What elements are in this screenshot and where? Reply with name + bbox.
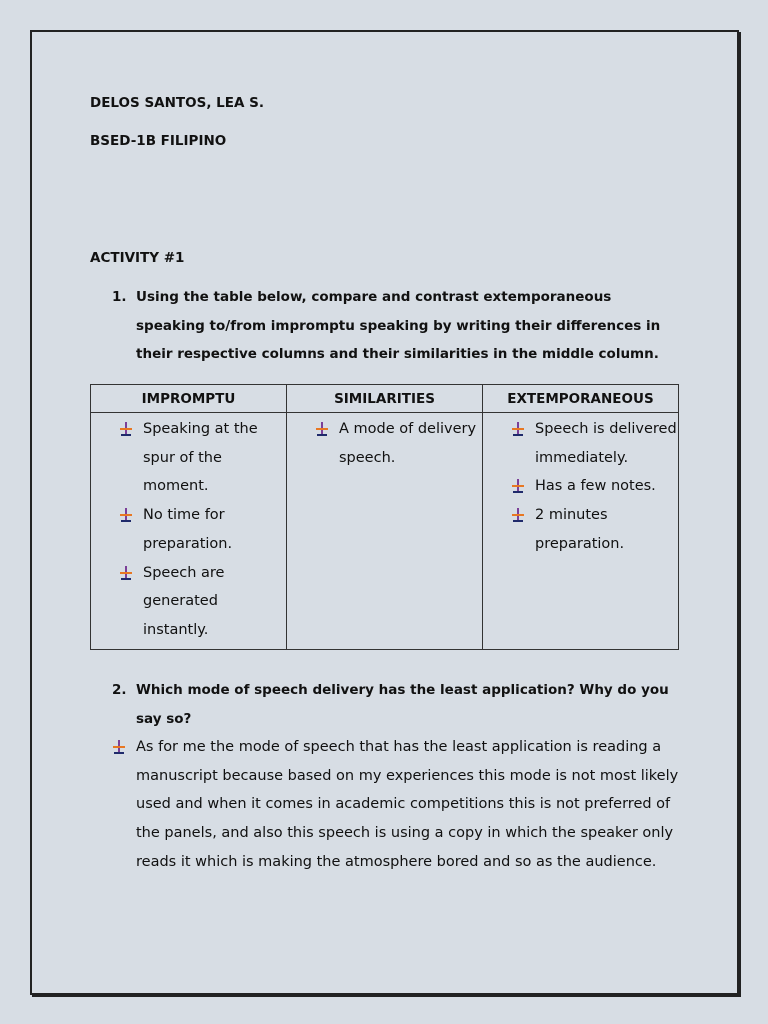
pin-cross-icon bbox=[119, 508, 133, 522]
list-item bbox=[339, 415, 482, 472]
list-item bbox=[143, 559, 286, 645]
list-item bbox=[143, 501, 286, 558]
answer-2 bbox=[112, 733, 682, 877]
list-item-text: Speech is delivered immediately. bbox=[535, 421, 677, 466]
list-item bbox=[535, 472, 678, 501]
question-text: Which mode of speech delivery has the least application? Why do you say so? bbox=[136, 682, 669, 727]
header-similarities: SIMILARITIES bbox=[287, 385, 483, 413]
comparison-table bbox=[90, 384, 679, 650]
list-item-text: Speaking at the spur of the moment. bbox=[143, 421, 258, 495]
course-label: BSED-1B FILIPINO bbox=[90, 133, 227, 149]
list-item-text: 2 minutes preparation. bbox=[535, 507, 625, 552]
pin-cross-icon bbox=[112, 740, 126, 754]
question-1 bbox=[112, 283, 682, 369]
activity-title: ACTIVITY #1 bbox=[90, 250, 185, 266]
pin-cross-icon bbox=[119, 422, 133, 436]
pin-cross-icon bbox=[511, 508, 525, 522]
list-item-text: No time for preparation. bbox=[143, 507, 233, 552]
pin-cross-icon bbox=[119, 566, 133, 580]
question-number: 2. bbox=[112, 682, 127, 698]
student-name: DELOS SANTOS, LEA S. bbox=[90, 95, 264, 111]
list-item-text: Speech are generated instantly. bbox=[143, 564, 225, 638]
list-item bbox=[535, 501, 678, 558]
header-impromptu: IMPROMPTU bbox=[91, 385, 287, 413]
extemporaneous-cell bbox=[483, 413, 679, 650]
list-item-text: A mode of delivery speech. bbox=[339, 421, 477, 466]
list-item bbox=[535, 415, 678, 472]
pin-cross-icon bbox=[511, 479, 525, 493]
header-extemporaneous: EXTEMPORANEOUS bbox=[483, 385, 679, 413]
impromptu-cell bbox=[91, 413, 287, 650]
similarities-cell bbox=[287, 413, 483, 650]
list-item-text: Has a few notes. bbox=[535, 478, 656, 495]
question-2 bbox=[112, 676, 682, 733]
pin-cross-icon bbox=[511, 422, 525, 436]
question-number: 1. bbox=[112, 289, 127, 305]
answer-text: As for me the mode of speech that has the least application is reading a manuscript because based on my experiences this mode is not most likely used and when it comes in academic competitions this is not preferred of the panels, and also this speech is using a copy in which the speaker only reads it which is making the atmosphere bored and so as the audience. bbox=[136, 739, 679, 870]
pin-cross-icon bbox=[315, 422, 329, 436]
question-text: Using the table below, compare and contrast extemporaneous speaking to/from impromptu speaking by writing their differences in their respective columns and their similarities in the middle column. bbox=[136, 289, 661, 363]
list-item bbox=[143, 415, 286, 501]
